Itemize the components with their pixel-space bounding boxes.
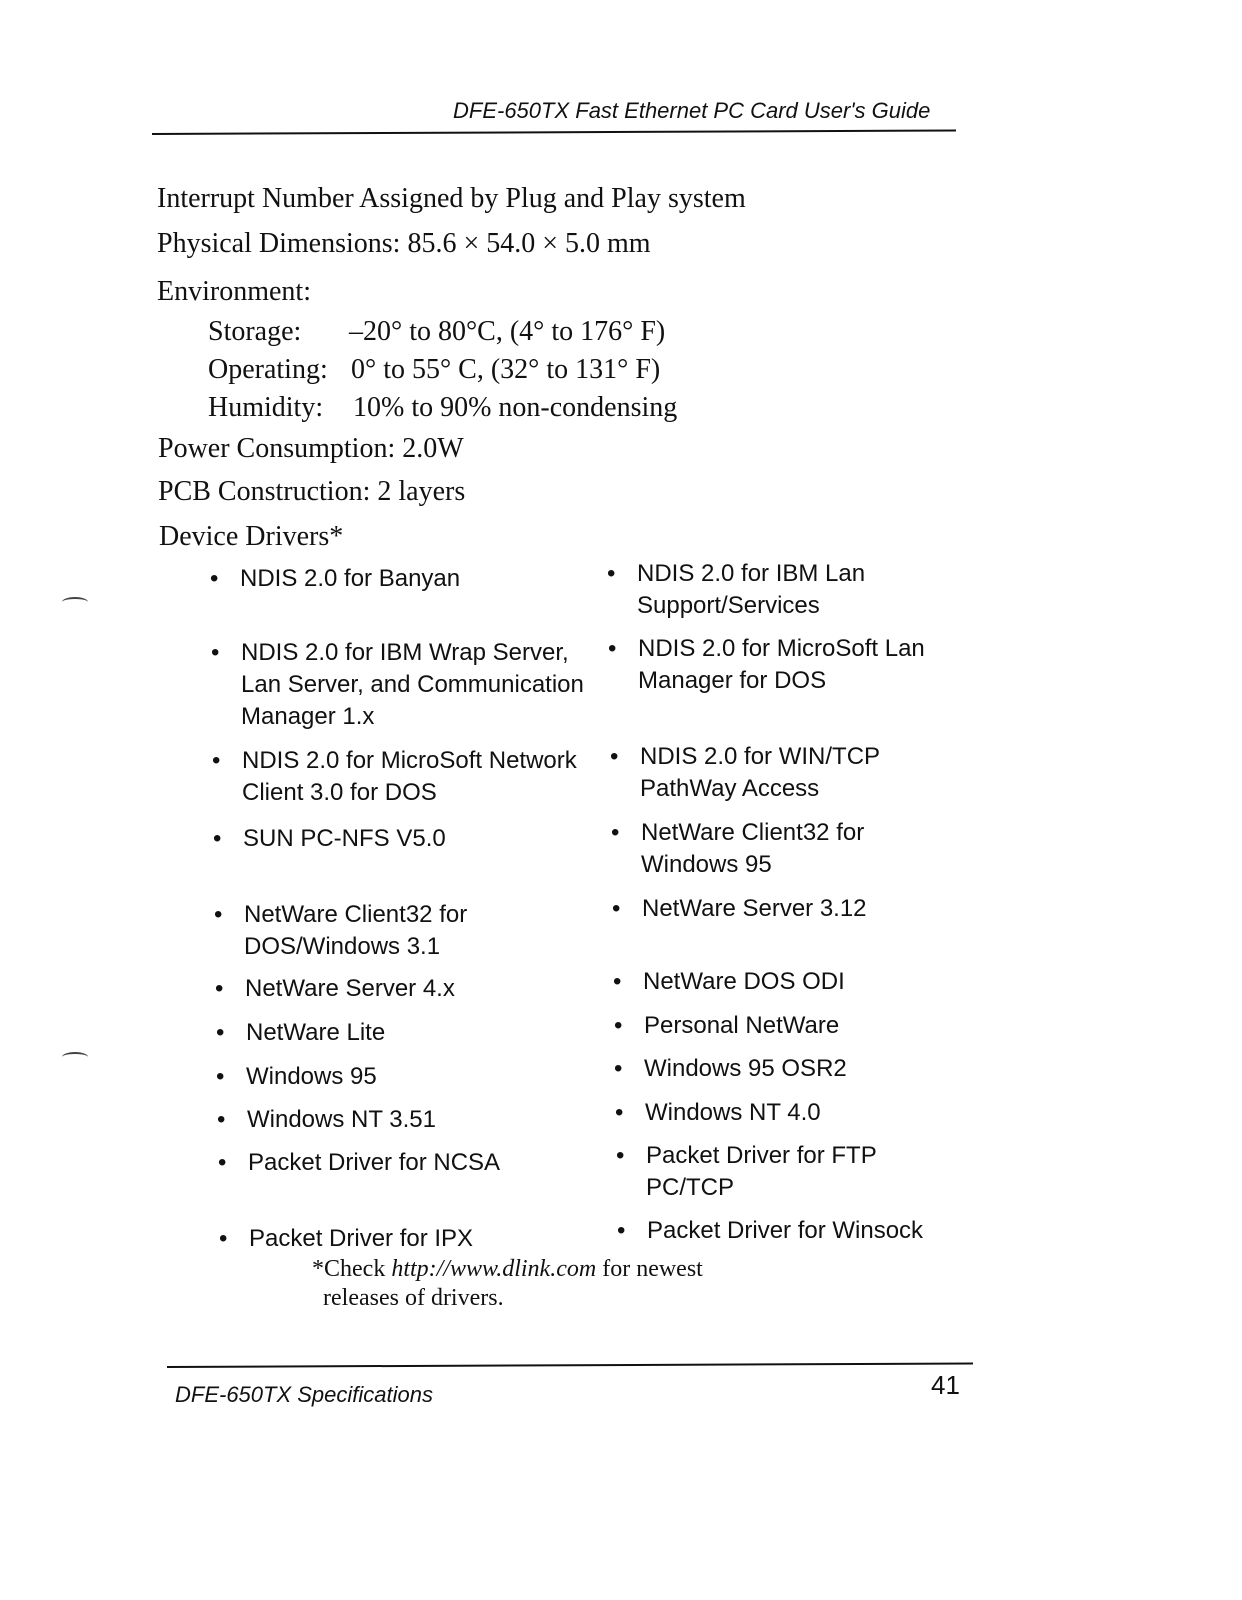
env-operating-value: 0° to 55° C, (32° to 131° F) — [351, 354, 661, 385]
running-header: DFE-650TX Fast Ethernet PC Card User's Guide — [453, 98, 931, 123]
driver-name: NetWare Lite — [246, 1019, 386, 1046]
driver-name: NetWare DOS ODI — [643, 968, 845, 995]
driver-name: NDIS 2.0 for WIN/TCP PathWay Access — [640, 743, 880, 802]
driver-name: NDIS 2.0 for Banyan — [240, 565, 461, 592]
driver-name: Windows 95 OSR2 — [644, 1055, 847, 1082]
bullet-dot: • — [616, 1142, 625, 1169]
driver-name: Packet Driver for FTP PC/TCP — [646, 1142, 877, 1201]
bullet-dot: • — [614, 1012, 623, 1039]
driver-name: NDIS 2.0 for MicroSoft Lan Manager for DOS — [638, 635, 925, 694]
spec-dimensions: Physical Dimensions: 85.6 × 54.0 × 5.0 mm — [157, 228, 651, 259]
footer-rule — [167, 1362, 973, 1368]
driver-name: NetWare Server 3.12 — [642, 895, 867, 922]
bullet-dot: • — [212, 747, 221, 774]
bullet-dot: • — [615, 1099, 624, 1126]
env-storage — [208, 316, 665, 348]
spec-environment-heading: Environment: — [157, 276, 311, 307]
driver-name: NDIS 2.0 for MicroSoft Network Client 3.0 for DOS — [242, 747, 577, 806]
driver-name: NDIS 2.0 for IBM Lan Support/Services — [637, 560, 866, 619]
env-humidity-label: Humidity: — [208, 392, 324, 423]
driver-name: Packet Driver for NCSA — [248, 1149, 501, 1176]
env-storage-label: Storage: — [208, 316, 302, 347]
bullet-dot: • — [213, 825, 222, 852]
header-rule — [152, 129, 956, 135]
env-humidity — [208, 392, 677, 424]
footnote-line2: releases of drivers. — [323, 1285, 504, 1311]
driver-name: Packet Driver for IPX — [249, 1225, 474, 1252]
bullet-dot: • — [611, 819, 620, 846]
driver-name: NDIS 2.0 for IBM Wrap Server, Lan Server, and Communication Manager 1.x — [241, 639, 584, 730]
bullet-dot: • — [617, 1217, 626, 1244]
driver-name: Personal NetWare — [644, 1012, 840, 1039]
bullet-dot: • — [211, 639, 220, 666]
bullet-dot: • — [218, 1149, 227, 1176]
env-storage-value: –20° to 80°C, (4° to 176° F) — [349, 316, 666, 347]
bullet-dot: • — [215, 975, 224, 1002]
scan-mark — [62, 1052, 88, 1062]
bullet-dot: • — [217, 1106, 226, 1133]
bullet-dot: • — [214, 901, 223, 928]
bullet-dot: • — [613, 968, 622, 995]
bullet-dot: • — [610, 743, 619, 770]
driver-name: NetWare Client32 for DOS/Windows 3.1 — [244, 901, 468, 960]
scan-mark — [62, 597, 88, 607]
spec-interrupt: Interrupt Number Assigned by Plug and Play system — [157, 183, 746, 214]
bullet-dot: • — [612, 895, 621, 922]
driver-name: Windows NT 3.51 — [247, 1106, 436, 1133]
driver-name: SUN PC-NFS V5.0 — [243, 825, 446, 852]
bullet-dot: • — [607, 560, 616, 587]
driver-name: Windows NT 4.0 — [645, 1099, 821, 1126]
driver-name: Windows 95 — [246, 1063, 377, 1090]
page-number: 41 — [931, 1370, 960, 1400]
spec-drivers-heading: Device Drivers* — [159, 521, 344, 552]
footnote — [312, 1254, 703, 1284]
bullet-dot: • — [216, 1063, 225, 1090]
footnote-link[interactable]: http://www.dlink.com — [391, 1256, 597, 1282]
footnote-prefix: *Check — [312, 1256, 392, 1282]
bullet-dot: • — [216, 1019, 225, 1046]
bullet-dot: • — [210, 565, 219, 592]
bullet-dot: • — [614, 1055, 623, 1082]
driver-name: Packet Driver for Winsock — [647, 1217, 924, 1244]
spec-pcb: PCB Construction: 2 layers — [158, 476, 466, 507]
driver-name: NetWare Client32 for Windows 95 — [641, 819, 865, 878]
spec-power: Power Consumption: 2.0W — [158, 433, 464, 464]
footnote-suffix: for newest — [596, 1256, 703, 1282]
env-humidity-value: 10% to 90% non-condensing — [353, 392, 678, 423]
bullet-dot: • — [219, 1225, 228, 1252]
bullet-dot: • — [608, 635, 617, 662]
env-operating-label: Operating: — [208, 354, 328, 385]
env-operating — [208, 354, 660, 386]
driver-name: NetWare Server 4.x — [245, 975, 455, 1002]
running-footer: DFE-650TX Specifications — [175, 1382, 433, 1407]
